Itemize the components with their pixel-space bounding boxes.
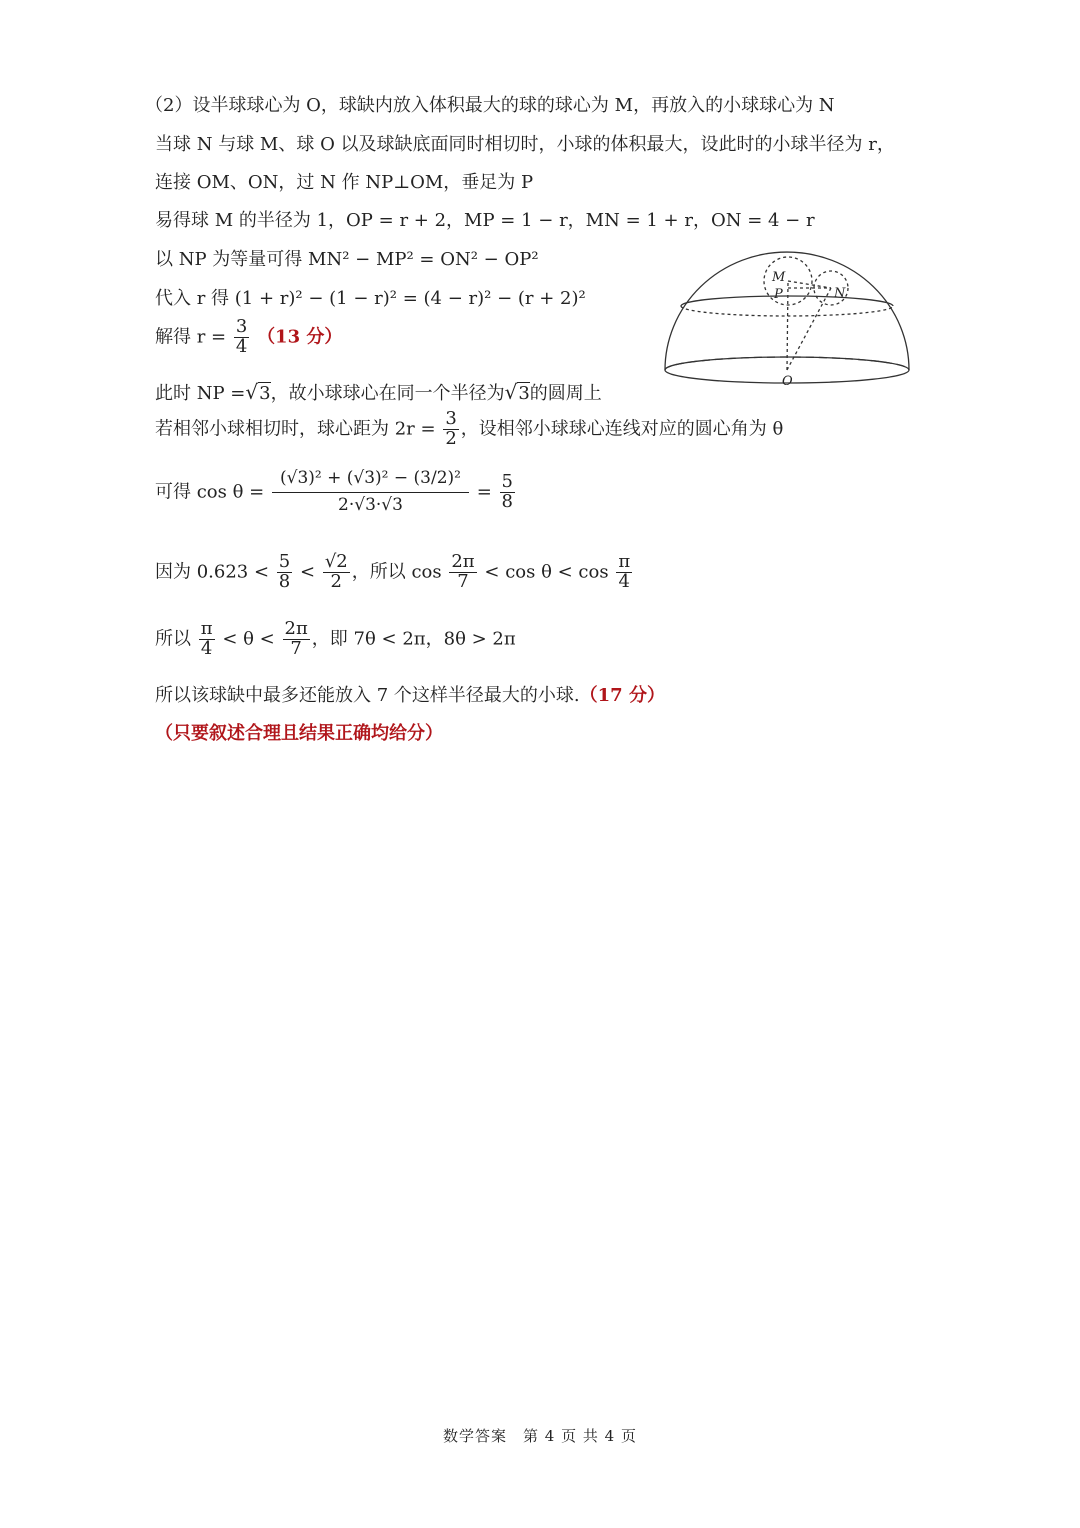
text-line-8: 此时 NP =√3，故小球球心在同一个半径为√3的圆周上 bbox=[155, 380, 602, 404]
solve-r-label: 解得 r = bbox=[155, 326, 227, 348]
label-P: P bbox=[774, 287, 783, 302]
score-17: （17 分） bbox=[579, 685, 665, 706]
text-line-5: 以 NP 为等量可得 MN² − MP² = ON² − OP² bbox=[155, 249, 539, 270]
text-line-7 bbox=[155, 318, 342, 357]
page-footer: 数学答案 第 4 页 共 4 页 bbox=[443, 1427, 637, 1445]
text-line-10: 可得 cos θ = $\frac{\text{(√3)² + (√3)² − (3/2)²}}{2\cdot√3\cdot√3}$ = $\frac{5}{8}$ bbox=[155, 468, 513, 515]
text-line-3: 连接 OM、ON，过 N 作 NP⊥OM，垂足为 P bbox=[155, 172, 534, 193]
text-line-6: 代入 r 得 (1 + r)² − (1 − r)² = (4 − r)² − (r + 2)² bbox=[155, 288, 586, 309]
sqrt-symbol: √ bbox=[504, 380, 518, 404]
label-M: M bbox=[772, 270, 786, 285]
cos-theta-fraction: $\frac{\text{(√3)² + (√3)² − (3/2)²}}{2\cdot√3\cdot√3}$ bbox=[272, 470, 469, 515]
text-line-1: （2）设半球球心为 O，球缺内放入体积最大的球的球心为 M，再放入的小球球心为 N bbox=[145, 95, 835, 116]
fraction-three-quarters: $\frac{3}{4}$ bbox=[235, 316, 248, 357]
label-N: N bbox=[834, 286, 846, 301]
label-O: O bbox=[782, 374, 793, 389]
grading-note: （只要叙述合理且结果正确均给分） bbox=[155, 723, 443, 744]
text-line-13: 所以该球缺中最多还能放入 7 个这样半径最大的小球.（17 分） bbox=[155, 685, 665, 706]
text-line-2: 当球 N 与球 M、球 O 以及球缺底面同时相切时，小球的体积最大，设此时的小球半径为 r， bbox=[155, 134, 895, 155]
text-line-12: 所以 $\frac{\pi}{4}$ < θ < $\frac{2\pi}{7}$ ，即 7θ < 2π，8θ > 2π bbox=[155, 618, 516, 659]
text-line-4: 易得球 M 的半径为 1，OP = r + 2，MP = 1 − r，MN = 1 + r，ON = 4 − r bbox=[155, 210, 815, 231]
sqrt-symbol: √ bbox=[245, 380, 259, 404]
segment-MN bbox=[788, 281, 831, 288]
score-13: （13 分） bbox=[257, 326, 343, 348]
fraction-five-eighths: $\frac{5}{8}$ bbox=[501, 470, 513, 512]
hemisphere-figure bbox=[660, 250, 915, 390]
text-line-9: 若相邻小球相切时，球心距为 2r = $\frac{3}{2}$ ，设相邻小球球心连线对应的圆心角为 θ bbox=[155, 408, 784, 449]
fraction-three-halves: $\frac{3}{2}$ bbox=[445, 408, 457, 449]
hemisphere-outline bbox=[665, 252, 909, 370]
text-line-11: 因为 0.623 < $\frac{5}{8}$ < $\frac{√2}{2}$ ，所以 cos $\frac{2\pi}{7}$ < cos θ < cos $\frac{\pi}{4}$ bbox=[155, 551, 631, 592]
